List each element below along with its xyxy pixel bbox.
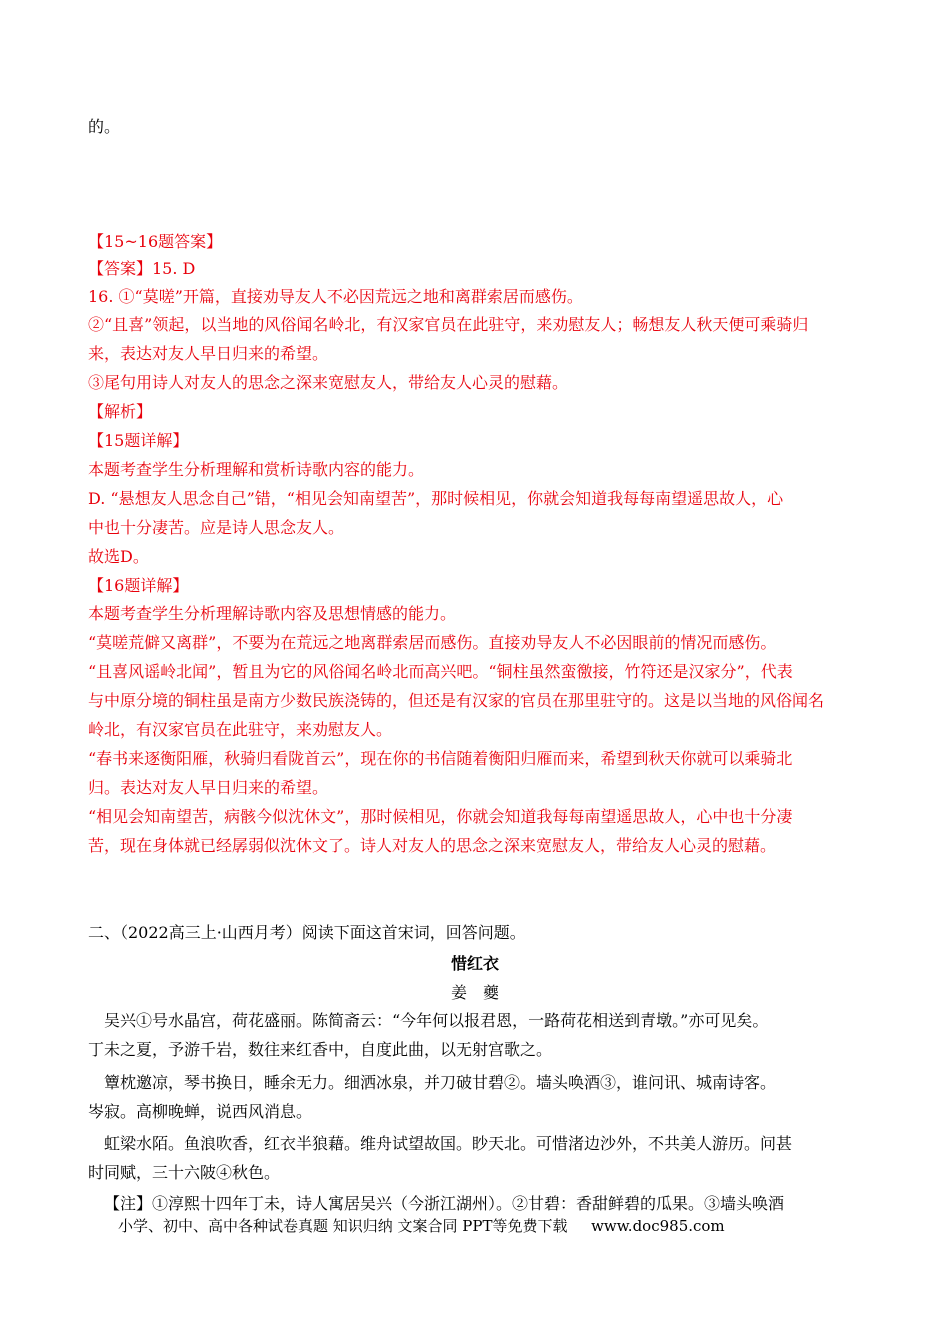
q16-text-line: 岭北，有汉家官员在此驻守，来劝慰友人。 (88, 720, 393, 739)
q16-answer-line: ②“且喜”领起，以当地的风俗闻名岭北，有汉家官员在此驻守，来劝慰友人；畅想友人秋天便可乘骑归 (88, 315, 809, 334)
stanza-line: 岑寂。高柳晚蝉，说西风消息。 (88, 1102, 313, 1121)
q15-text-line: D. “悬想友人思念自己”错，“相见会知南望苦”，那时候相见，你就会知道我每每南望遥思故人，心 (88, 489, 784, 508)
q16-text-line: 与中原分境的铜柱虽是南方少数民族浇铸的，但还是有汉家的官员在那里驻守的。这是以当地的风俗闻名 (88, 691, 825, 710)
preface-line: 吴兴①号水晶宫，荷花盛丽。陈简斋云：“今年何以报君恩，一路荷花相送到青墩。”亦可见矣。 (88, 1011, 769, 1030)
poem-title: 惜红衣 (450, 954, 499, 973)
q16-intro: 本题考查学生分析理解诗歌内容及思想情感的能力。 (88, 604, 457, 623)
top-fragment: 的。 (88, 117, 121, 136)
preface-line: 丁未之夏，予游千岩，数往来红香中，自度此曲，以无射宫歌之。 (88, 1040, 553, 1059)
section2-question: 二、（2022高三上·山西月考）阅读下面这首宋词，回答问题。 (88, 923, 526, 942)
footer-link[interactable]: www.doc985.com (591, 1217, 725, 1235)
q15-text-line: 中也十分凄苦。应是诗人思念友人。 (88, 518, 345, 537)
annotation-note: 【注】①淳熙十四年丁未，诗人寓居吴兴（今浙江湖州）。②甘碧：香甜鲜碧的瓜果。③墙头唤酒 (104, 1194, 785, 1213)
page-footer (118, 1215, 725, 1236)
q16-text-line: “相见会知南望苦，病骸今似沈休文”，那时候相见，你就会知道我每每南望遥思故人，心中也十分凄 (88, 807, 793, 826)
answer-header: 【15~16题答案】 (88, 232, 223, 251)
q16-text-line: 苦，现在身体就已经孱弱似沈休文了。诗人对友人的思念之深来宽慰友人，带给友人心灵的慰藉。 (88, 836, 777, 855)
stanza-line: 虹梁水陌。鱼浪吹香，红衣半狼藉。维舟试望故国。眇天北。可惜渚边沙外，不共美人游历。问甚 (88, 1134, 793, 1153)
q16-text-line: “且喜风谣岭北闻”，暂且为它的风俗闻名岭北而高兴吧。“铜柱虽然蛮徼接，竹符还是汉家分”，代表 (88, 662, 793, 681)
q16-answer-line: 来，表达对友人早日归来的希望。 (88, 344, 329, 363)
footer-text: 小学、初中、高中各种试卷真题 知识归纳 文案合同 PPT等免费下载 (118, 1217, 568, 1235)
q16-detail-label: 【16题详解】 (88, 576, 189, 595)
answer-label: 【答案】15. D (88, 259, 196, 278)
stanza-line: 时同赋，三十六陂④秋色。 (88, 1163, 281, 1182)
q16-text-line: 归。表达对友人早日归来的希望。 (88, 778, 329, 797)
q16-answer-line: ③尾句用诗人对友人的思念之深来宽慰友人，带给友人心灵的慰藉。 (88, 373, 569, 392)
poem-author: 姜 夔 (450, 983, 499, 1002)
stanza-line: 簟枕邀凉，琴书换日，睡余无力。细洒冰泉，并刀破甘碧②。墙头唤酒③，谁问讯、城南诗客。 (88, 1073, 777, 1092)
q16-answer-line: 16. ①“莫嗟”开篇，直接劝导友人不必因荒远之地和离群索居而感伤。 (88, 287, 583, 306)
q16-text-line: “莫嗟荒僻又离群”，不要为在荒远之地离群索居而感伤。直接劝导友人不必因眼前的情况而感伤。 (88, 633, 777, 652)
q15-detail-label: 【15题详解】 (88, 431, 189, 450)
q15-intro: 本题考查学生分析理解和赏析诗歌内容的能力。 (88, 460, 425, 479)
q15-choice: 故选D。 (88, 547, 149, 566)
analysis-label: 【解析】 (88, 402, 153, 421)
q16-text-line: “春书来逐衡阳雁，秋骑归看陇首云”，现在你的书信随着衡阳归雁而来，希望到秋天你就可以乘骑北 (88, 749, 793, 768)
